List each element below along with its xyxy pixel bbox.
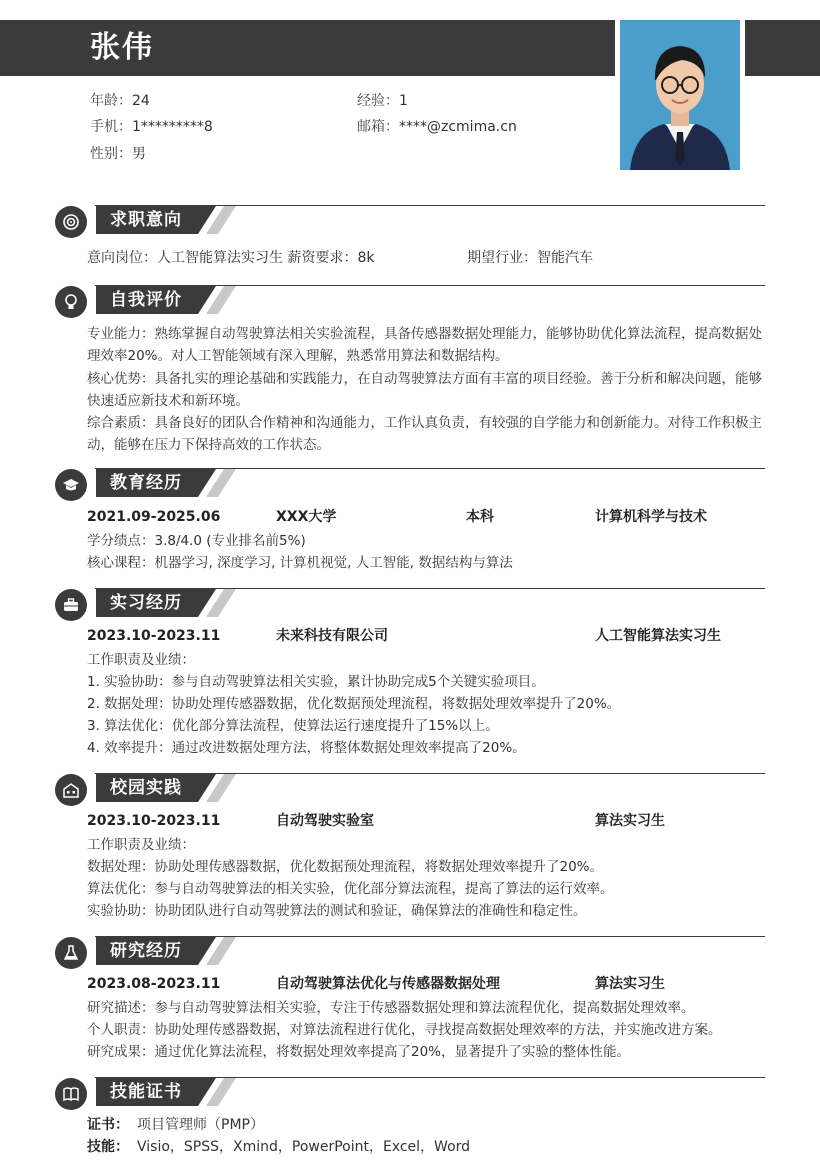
edu-date: 2021.09-2025.06 xyxy=(87,509,221,525)
intent-industry: 期望行业：智能汽车 xyxy=(467,250,593,266)
info-email: 邮箱：****@zcmima.cn xyxy=(357,119,517,135)
header-bar-right xyxy=(745,20,820,76)
section-title: 研究经历 xyxy=(110,941,182,961)
self-eval-professional: 专业能力：熟练掌握自动驾驶算法相关实验流程，具备传感器数据处理能力，能够协助优化算法流程，提高数据处理效率20%。对人工智能领域有深入理解，熟悉常用算法和数据结构。 xyxy=(87,326,762,364)
campus-role: 算法实习生 xyxy=(595,813,665,829)
campus-line: 工作职责及业绩： xyxy=(87,837,195,853)
edu-gpa: 学分绩点：3.8/4.0 (专业排名前5%) xyxy=(87,533,306,549)
campus-line: 实验协助：协助团队进行自动驾驶算法的测试和验证，确保算法的准确性和稳定性。 xyxy=(87,903,587,919)
section-title: 自我评价 xyxy=(110,290,182,310)
info-gender: 性别：男 xyxy=(90,146,146,162)
intern-company: 未来科技有限公司 xyxy=(276,628,388,644)
section-header-education xyxy=(55,468,765,500)
info-phone: 手机：1*********8 xyxy=(90,119,213,135)
edu-courses: 核心课程：机器学习, 深度学习, 计算机视觉, 人工智能, 数据结构与算法 xyxy=(87,555,513,571)
section-header-research xyxy=(55,936,765,968)
section-header-self xyxy=(55,285,765,317)
self-eval-strength: 核心优势：具备扎实的理论基础和实践能力，在自动驾驶算法方面有丰富的项目经验。善于分析和解决问题，能够快速适应新技术和新环境。 xyxy=(87,371,762,409)
skills-cert: 证书： 项目管理师（PMP） xyxy=(87,1117,264,1133)
book-icon xyxy=(55,1078,87,1110)
info-age: 年龄：24 xyxy=(90,93,150,109)
intern-line: 3. 算法优化：优化部分算法流程，使算法运行速度提升了15%以上。 xyxy=(87,718,499,734)
self-eval-quality: 综合素质：具备良好的团队合作精神和沟通能力，工作认真负责，有较强的自学能力和创新能力。对待工作积极主动，能够在压力下保持高效的工作状态。 xyxy=(87,415,762,453)
section-title: 实习经历 xyxy=(110,593,182,613)
intern-line: 2. 数据处理：协助处理传感器数据，优化数据预处理流程，将数据处理效率提升了20%。 xyxy=(87,696,621,712)
skills-tools: 技能： Visio，SPSS，Xmind，PowerPoint，Excel，Word xyxy=(87,1139,471,1155)
edu-major: 计算机科学与技术 xyxy=(595,509,707,525)
section-title: 技能证书 xyxy=(110,1082,182,1102)
research-line: 个人职责：协助处理传感器数据，对算法流程进行优化，寻找提高数据处理效率的方法，并实施改进方案。 xyxy=(87,1022,722,1038)
campus-line: 数据处理：协助处理传感器数据，优化数据预处理流程，将数据处理效率提升了20%。 xyxy=(87,859,604,875)
intent-position: 意向岗位：人工智能算法实习生 薪资要求：8k xyxy=(87,250,375,266)
intern-line: 1. 实验协助：参与自动驾驶算法相关实验，累计协助完成5个关键实验项目。 xyxy=(87,674,545,690)
intern-date: 2023.10-2023.11 xyxy=(87,628,221,644)
graduation-cap-icon xyxy=(55,469,87,501)
research-role: 算法实习生 xyxy=(595,976,665,992)
target-icon xyxy=(55,206,87,238)
campus-date: 2023.10-2023.11 xyxy=(87,813,221,829)
campus-line: 算法优化：参与自动驾驶算法的相关实验，优化部分算法流程，提高了算法的运行效率。 xyxy=(87,881,614,897)
info-experience: 经验：1 xyxy=(357,93,408,109)
section-title: 校园实践 xyxy=(110,778,182,798)
research-line: 研究描述：参与自动驾驶算法相关实验，专注于传感器数据处理和算法流程优化，提高数据处理效率。 xyxy=(87,1000,695,1016)
section-header-campus xyxy=(55,773,765,805)
briefcase-icon xyxy=(55,589,87,621)
section-header-internship xyxy=(55,588,765,620)
research-project: 自动驾驶算法优化与传感器数据处理 xyxy=(276,976,500,992)
edu-school: XXX大学 xyxy=(276,509,337,525)
lightbulb-icon xyxy=(55,286,87,318)
section-title: 教育经历 xyxy=(110,473,182,493)
edu-degree: 本科 xyxy=(466,509,494,525)
research-line: 研究成果：通过优化算法流程，将数据处理效率提高了20%，显著提升了实验的整体性能。 xyxy=(87,1044,631,1060)
section-title: 求职意向 xyxy=(110,210,182,230)
profile-photo xyxy=(620,20,740,170)
intern-line: 工作职责及业绩： xyxy=(87,652,195,668)
candidate-name: 张伟 xyxy=(90,30,154,65)
section-header-skills xyxy=(55,1077,765,1109)
flask-icon xyxy=(55,937,87,969)
intern-role: 人工智能算法实习生 xyxy=(595,628,721,644)
building-icon xyxy=(55,774,87,806)
intern-line: 4. 效率提升：通过改进数据处理方法，将整体数据处理效率提高了20%。 xyxy=(87,740,526,756)
research-date: 2023.08-2023.11 xyxy=(87,976,221,992)
section-header-intent xyxy=(55,205,765,237)
campus-org: 自动驾驶实验室 xyxy=(276,813,374,829)
